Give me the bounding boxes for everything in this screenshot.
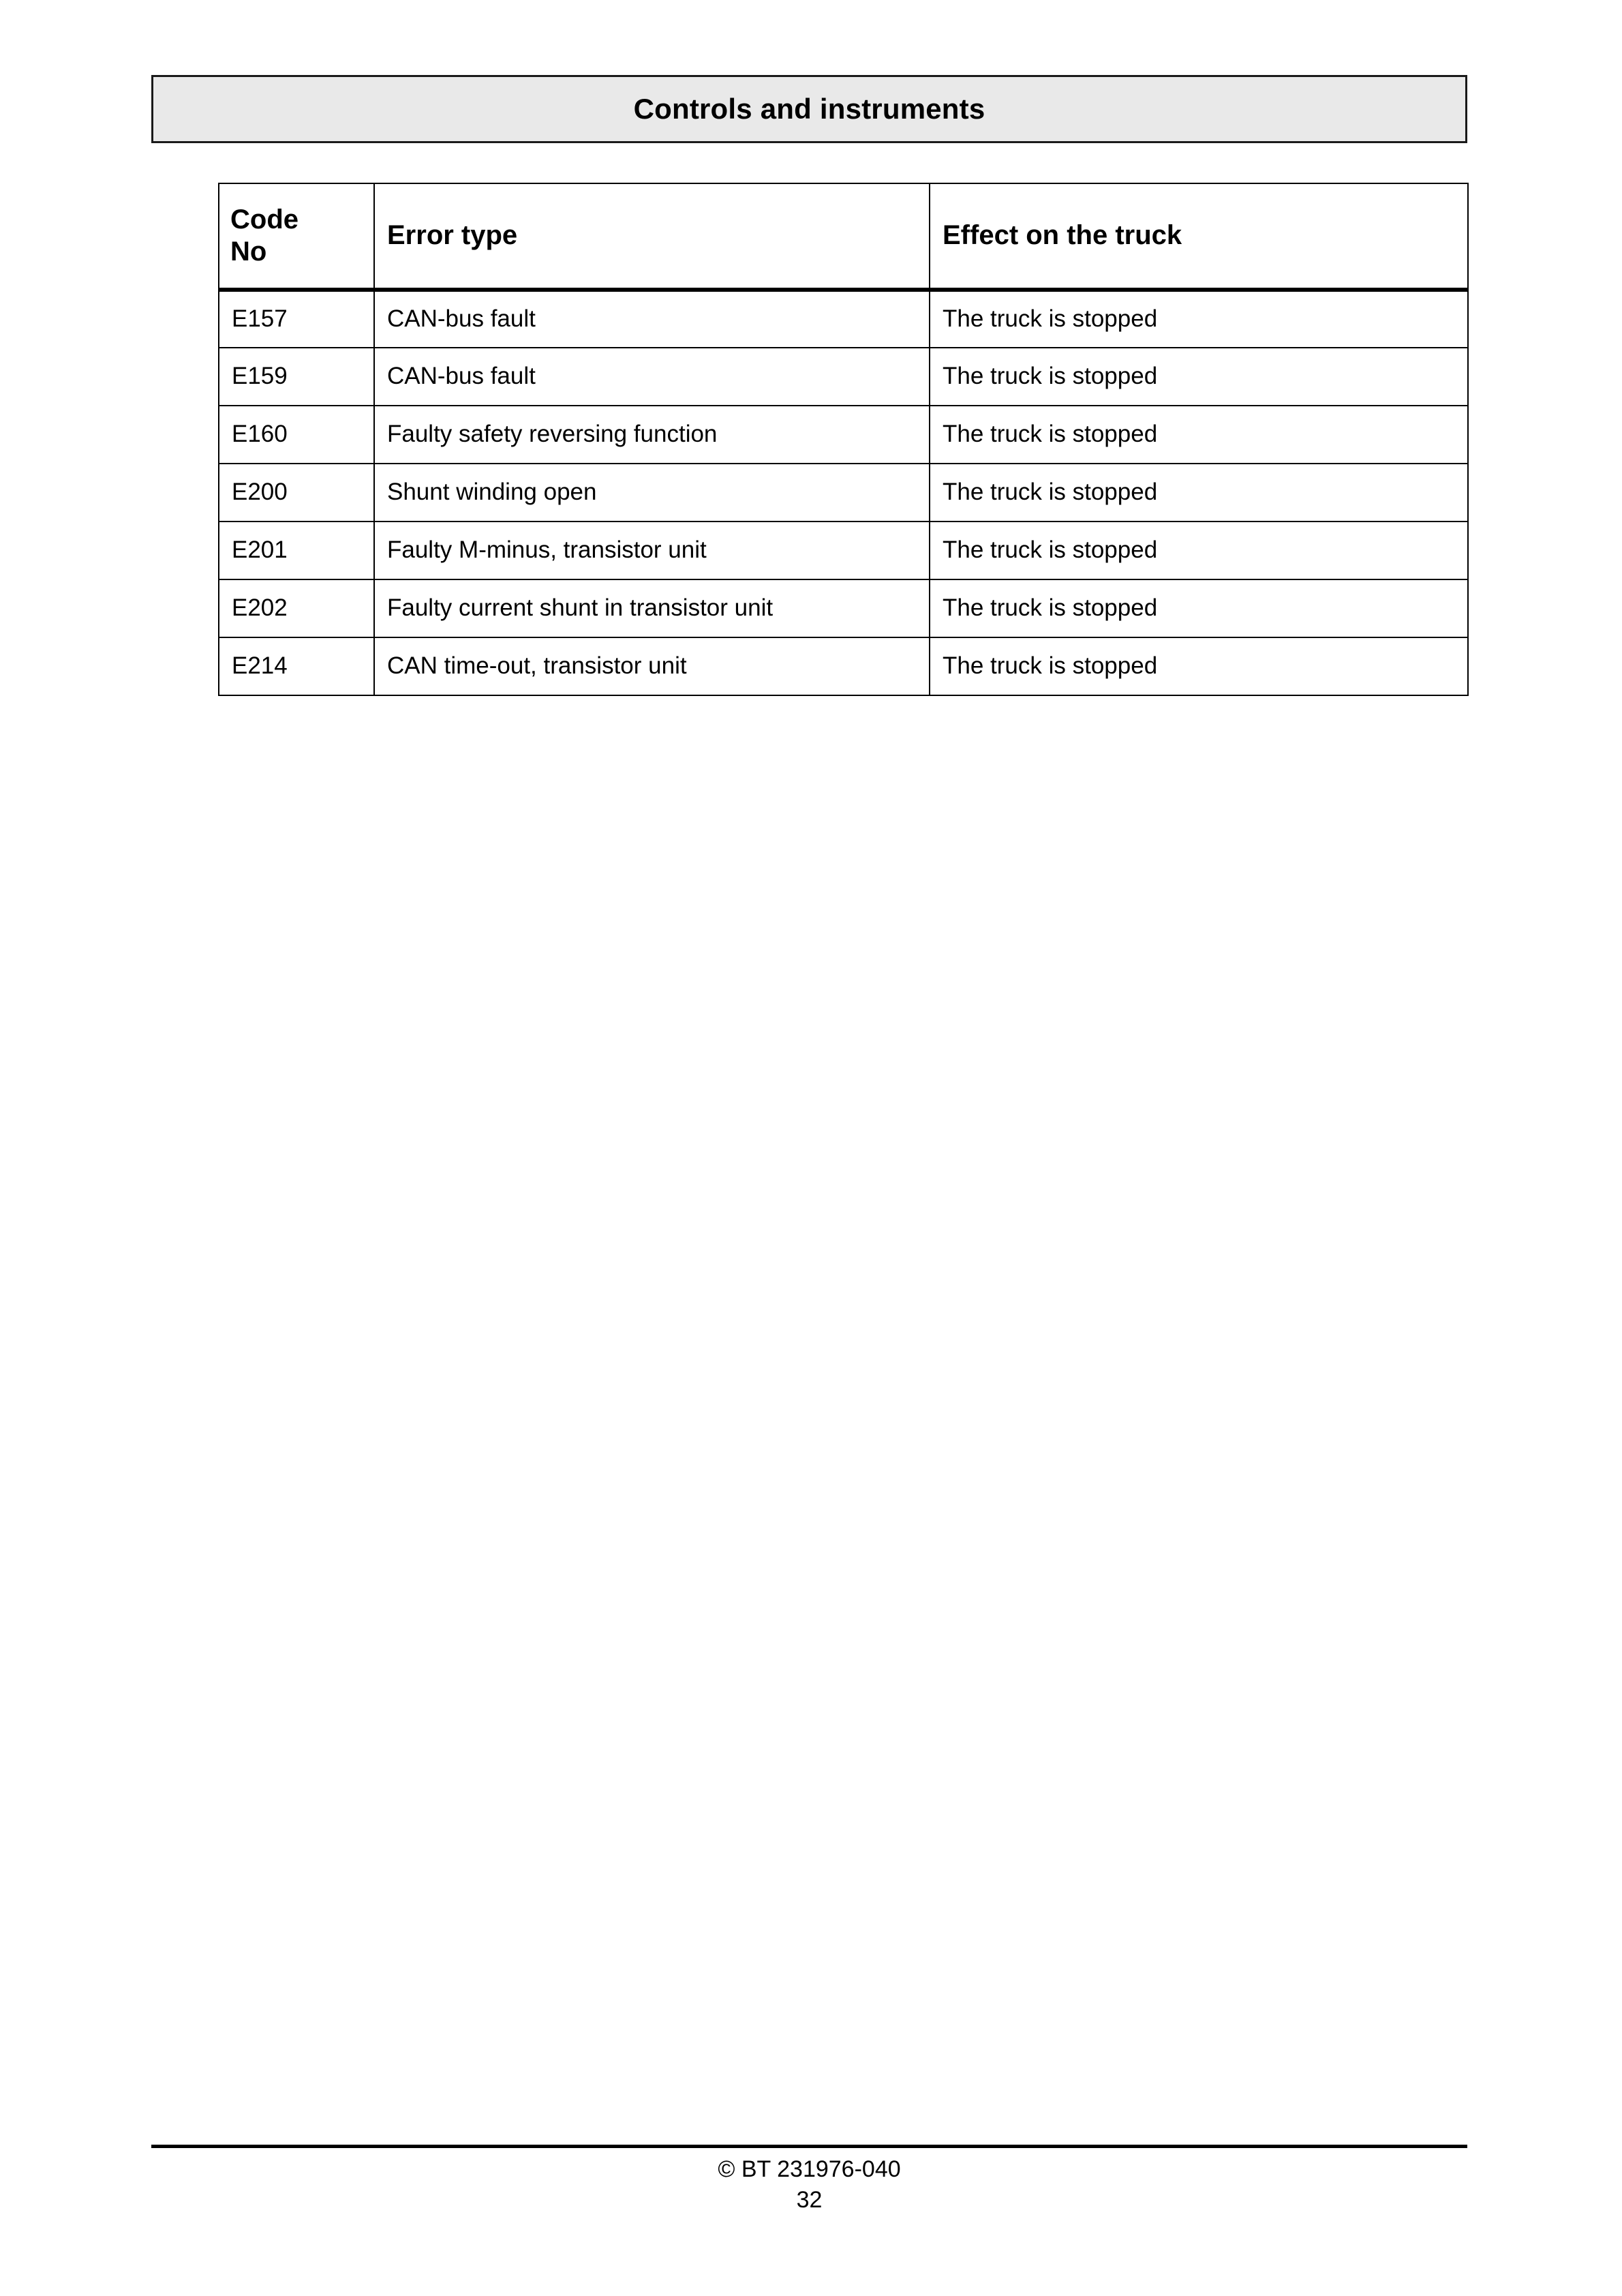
fault-code-table <box>218 183 1469 696</box>
cell-type: Faulty current shunt in transistor unit <box>374 579 930 637</box>
cell-code: E201 <box>219 522 374 579</box>
table-row <box>219 579 1468 637</box>
cell-effect: The truck is stopped <box>930 406 1468 464</box>
cell-type: Faulty M-minus, transistor unit <box>374 522 930 579</box>
running-header-band <box>151 75 1467 143</box>
table-row <box>219 637 1468 695</box>
cell-type: CAN time-out, transistor unit <box>374 637 930 695</box>
table-header <box>219 183 1468 290</box>
table-body <box>219 290 1468 695</box>
table-row <box>219 348 1468 406</box>
table-row <box>219 290 1468 348</box>
cell-type: CAN-bus fault <box>374 290 930 348</box>
cell-code: E159 <box>219 348 374 406</box>
table-row <box>219 464 1468 522</box>
page-number: 32 <box>796 2186 823 2213</box>
cell-effect: The truck is stopped <box>930 464 1468 522</box>
cell-type: CAN-bus fault <box>374 348 930 406</box>
running-header-title: Controls and instruments <box>633 93 985 125</box>
cell-code: E202 <box>219 579 374 637</box>
column-header-code-no <box>219 183 374 290</box>
cell-code: E200 <box>219 464 374 522</box>
footer-copyright: © BT 231976-040 <box>718 2156 901 2182</box>
cell-code: E214 <box>219 637 374 695</box>
column-header-error-type: Error type <box>374 183 930 290</box>
column-header-code-line2: No <box>230 237 267 267</box>
cell-type: Faulty safety reversing function <box>374 406 930 464</box>
cell-effect: The truck is stopped <box>930 637 1468 695</box>
cell-effect: The truck is stopped <box>930 579 1468 637</box>
cell-code: E157 <box>219 290 374 348</box>
table-row <box>219 522 1468 579</box>
cell-effect: The truck is stopped <box>930 522 1468 579</box>
footer <box>151 2154 1467 2216</box>
table-row <box>219 406 1468 464</box>
cell-type: Shunt winding open <box>374 464 930 522</box>
table-header-row <box>219 183 1468 290</box>
cell-effect: The truck is stopped <box>930 290 1468 348</box>
column-header-effect: Effect on the truck <box>930 183 1468 290</box>
cell-code: E160 <box>219 406 374 464</box>
footer-divider <box>151 2145 1467 2148</box>
column-header-code-line1: Code <box>230 204 299 235</box>
cell-effect: The truck is stopped <box>930 348 1468 406</box>
